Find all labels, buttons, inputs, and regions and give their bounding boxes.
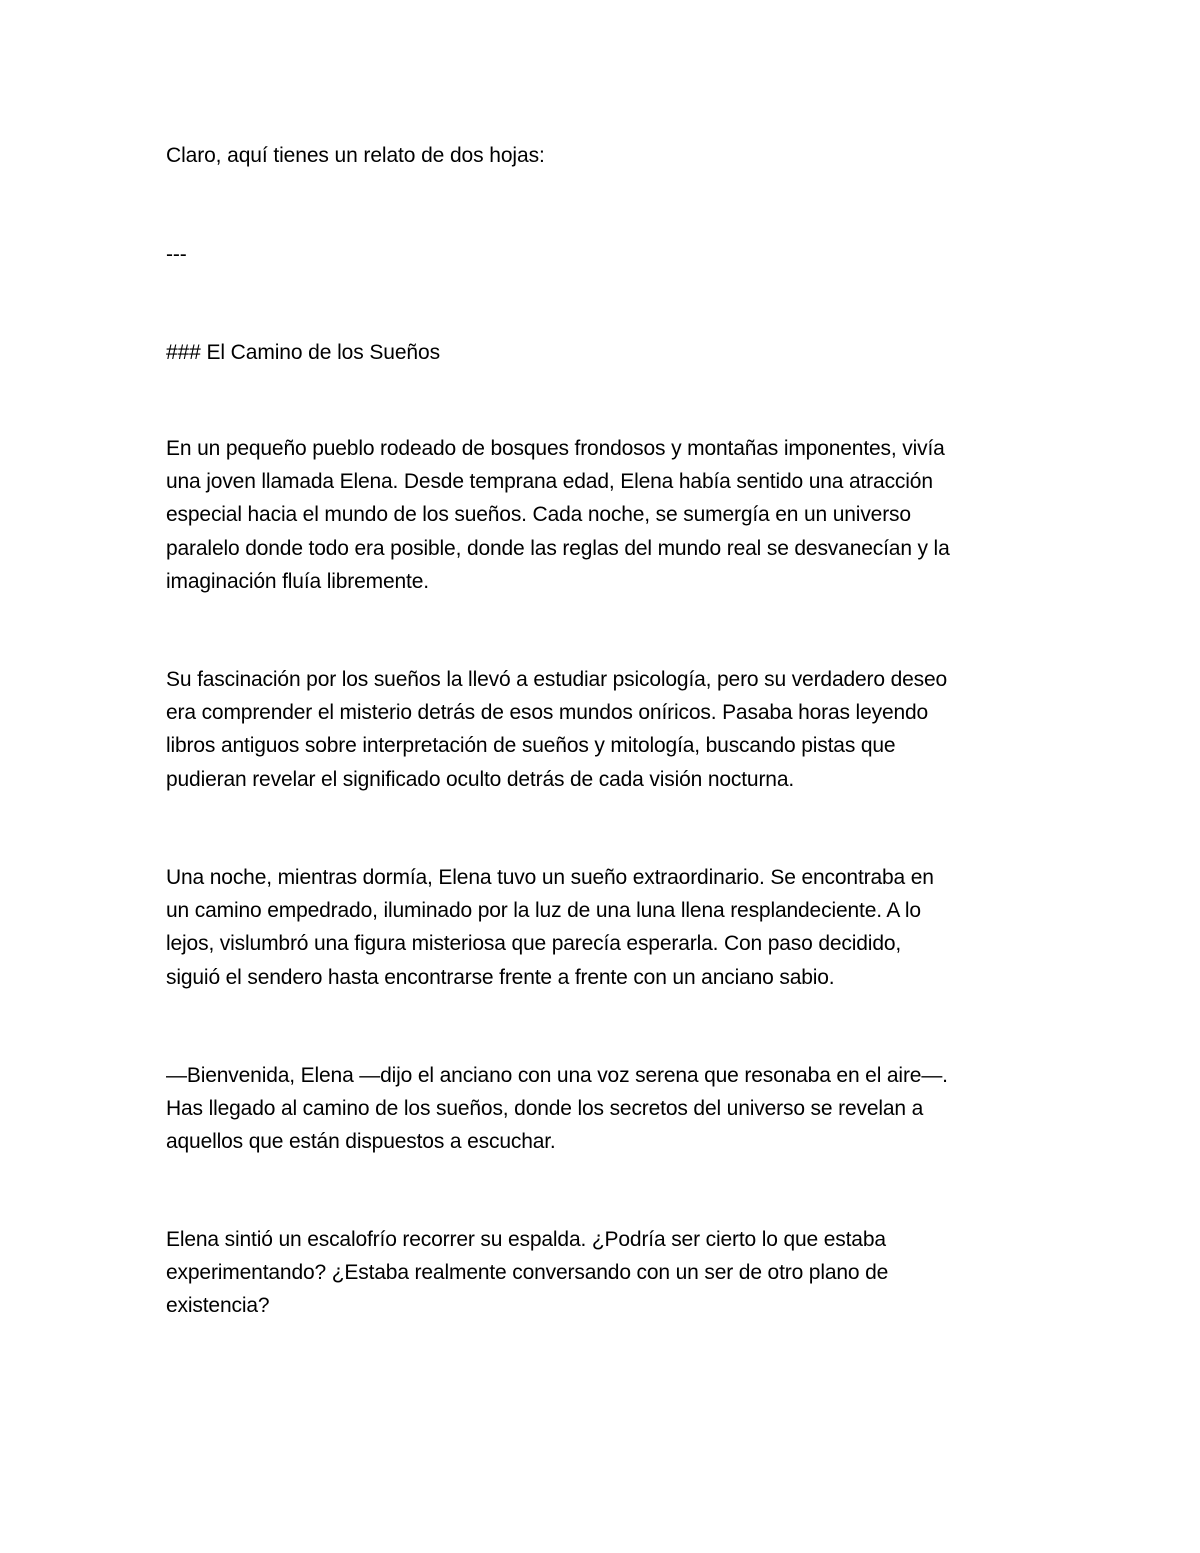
paragraph-line: En un pequeño pueblo rodeado de bosques frondosos y montañas imponentes, vivía (166, 437, 945, 460)
paragraph-line: especial hacia el mundo de los sueños. Cada noche, se sumergía en un universo (166, 503, 911, 527)
paragraph-line: Su fascinación por los sueños la llevó a estudiar psicología, pero su verdadero deseo (166, 668, 948, 691)
paragraph-4 (166, 1059, 1046, 1159)
paragraph-line: un camino empedrado, iluminado por la luz de una luna llena resplandeciente. A lo (166, 899, 921, 923)
paragraph-line: siguió el sendero hasta encontrarse frente a frente con un anciano sabio. (166, 965, 835, 989)
paragraph-line: una joven llamada Elena. Desde temprana edad, Elena había sentido una atracción (166, 470, 933, 494)
paragraph-line: —Bienvenida, Elena —dijo el anciano con una voz serena que resonaba en el aire—. (166, 1064, 948, 1087)
paragraph-1 (166, 432, 1046, 598)
paragraph-line: existencia? (166, 1294, 270, 1318)
paragraph-line: paralelo donde todo era posible, donde las reglas del mundo real se desvanecían y la (166, 536, 950, 560)
paragraph-5 (166, 1223, 1046, 1323)
paragraph-line: era comprender el misterio detrás de esos mundos oníricos. Pasaba horas leyendo (166, 701, 929, 725)
paragraph-2 (166, 663, 1046, 796)
paragraph-line: libros antiguos sobre interpretación de sueños y mitología, buscando pistas que (166, 734, 896, 758)
story-heading: ### El Camino de los Sueños (166, 341, 440, 364)
paragraph-line: experimentando? ¿Estaba realmente conversando con un ser de otro plano de (166, 1261, 889, 1285)
paragraph-line: imaginación fluía libremente. (166, 569, 429, 593)
paragraph-line: lejos, vislumbró una figura misteriosa que parecía esperarla. Con paso decidido, (166, 932, 902, 956)
paragraph-line: Has llegado al camino de los sueños, donde los secretos del universo se revelan a (166, 1097, 924, 1121)
paragraph-line: Una noche, mientras dormía, Elena tuvo un sueño extraordinario. Se encontraba en (166, 866, 934, 889)
separator-text: --- (166, 243, 187, 266)
paragraph-line: pudieran revelar el significado oculto detrás de cada visión nocturna. (166, 767, 795, 791)
paragraph-line: Elena sintió un escalofrío recorrer su espalda. ¿Podría ser cierto lo que estaba (166, 1228, 886, 1251)
paragraph-line: aquellos que están dispuestos a escuchar. (166, 1130, 556, 1154)
intro-text: Claro, aquí tienes un relato de dos hojas: (166, 144, 545, 167)
paragraph-3 (166, 861, 1046, 994)
